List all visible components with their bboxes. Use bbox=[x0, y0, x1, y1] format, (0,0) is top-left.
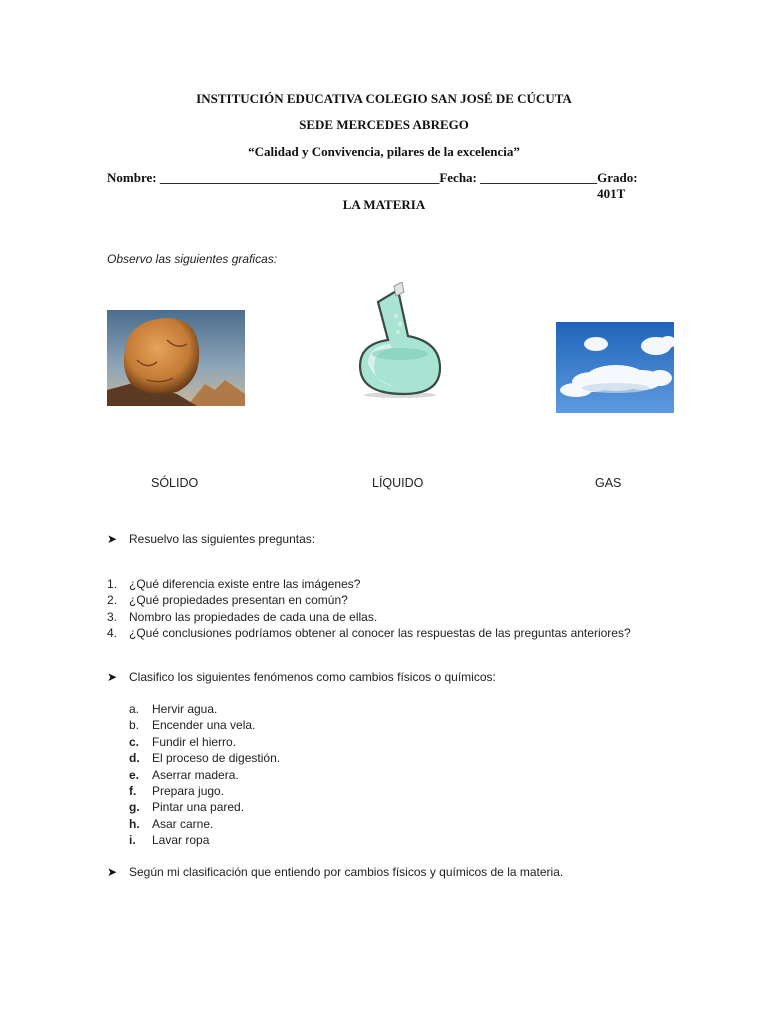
list-item: f. Prepara jugo. bbox=[129, 783, 225, 798]
list-item: c. Fundir el hierro. bbox=[129, 734, 237, 749]
arrow-bullet-icon: ➤ bbox=[107, 532, 118, 546]
section2-heading-row bbox=[107, 670, 496, 684]
list-item: i. Lavar ropa bbox=[129, 833, 210, 848]
list-item: g. Pintar una pared. bbox=[129, 800, 245, 815]
list-item: 2. ¿Qué propiedades presentan en común? bbox=[107, 593, 348, 608]
grado-field: Grado: 401T bbox=[597, 170, 638, 201]
list-item: e. Aserrar madera. bbox=[129, 767, 239, 782]
section3-heading-row bbox=[107, 865, 563, 879]
caption-solid: SÓLIDO bbox=[151, 476, 199, 490]
section1-heading: Resuelvo las siguientes preguntas: bbox=[129, 532, 316, 546]
section3-heading: Según mi clasificación que entiendo por cambios físicos y químicos de la materia. bbox=[129, 865, 564, 879]
fecha-field: Fecha: __________________ bbox=[439, 170, 598, 185]
arrow-bullet-icon: ➤ bbox=[107, 865, 118, 879]
institution-title: INSTITUCIÓN EDUCATIVA COLEGIO SAN JOSÉ DE CÚCUTA bbox=[196, 91, 572, 106]
list-item: b. Encender una vela. bbox=[129, 718, 256, 733]
rock-image bbox=[107, 310, 245, 406]
caption-gas: GAS bbox=[595, 476, 622, 490]
questions-list bbox=[107, 576, 631, 642]
phenomena-list bbox=[129, 701, 280, 849]
list-item: a. Hervir agua. bbox=[129, 702, 218, 716]
sede-title: SEDE MERCEDES ABREGO bbox=[299, 117, 469, 132]
list-item: h. Asar carne. bbox=[129, 816, 214, 831]
arrow-bullet-icon: ➤ bbox=[107, 670, 118, 684]
section2-heading: Clasifico los siguientes fenómenos como cambios físicos o químicos: bbox=[129, 670, 496, 684]
list-item: 4. ¿Qué conclusiones podríamos obtener al conocer las respuestas de las preguntas anteriores? bbox=[107, 626, 631, 641]
list-item: 1. ¿Qué diferencia existe entre las imágenes? bbox=[107, 577, 361, 591]
flask-image bbox=[356, 282, 444, 400]
section1-heading-row bbox=[107, 532, 315, 546]
clouds-image bbox=[556, 322, 674, 413]
page-title: LA MATERIA bbox=[342, 197, 426, 212]
caption-liquid: LÍQUIDO bbox=[372, 476, 424, 490]
motto: “Calidad y Convivencia, pilares de la excelencia” bbox=[248, 144, 520, 159]
list-item: 3. Nombro las propiedades de cada una de ellas. bbox=[107, 609, 378, 624]
nombre-field: Nombre: ___________________________________________ bbox=[107, 170, 440, 185]
list-item: d. El proceso de digestión. bbox=[129, 751, 281, 766]
intro-text: Observo las siguientes graficas: bbox=[107, 252, 278, 266]
